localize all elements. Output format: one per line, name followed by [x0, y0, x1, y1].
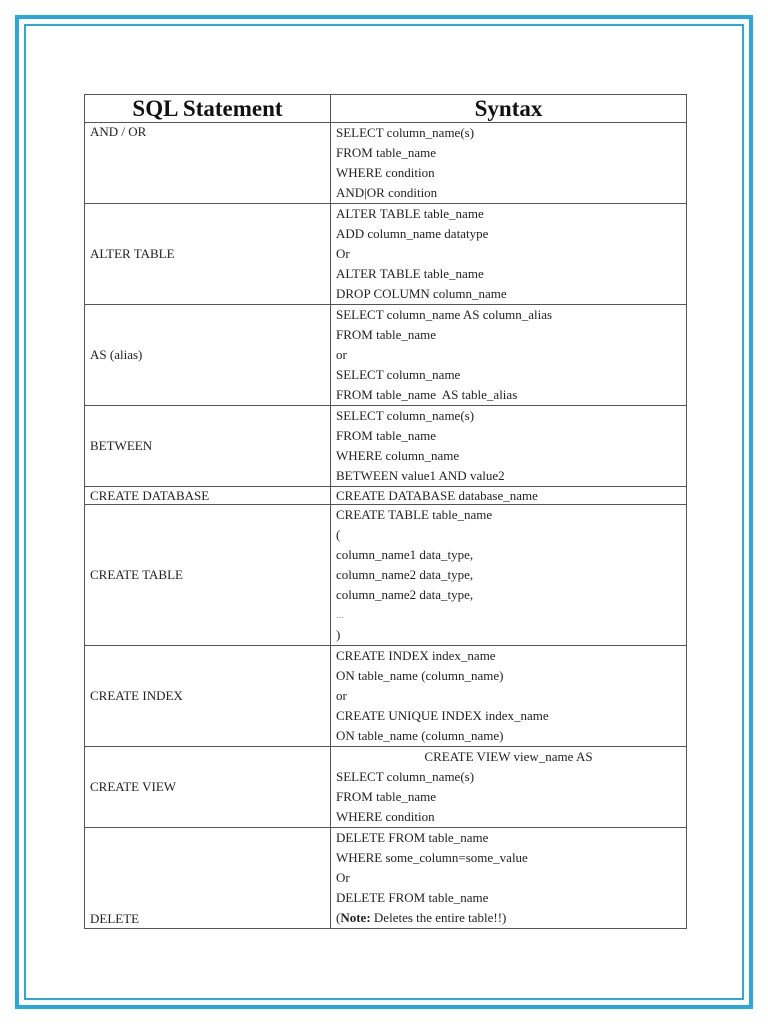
syntax-line: WHERE column_name: [336, 448, 460, 463]
sql-reference-table: [84, 94, 687, 929]
syntax-line: column_name2 data_type,: [336, 567, 474, 582]
syntax-line: FROM table_name: [336, 145, 437, 160]
syntax-line: or: [336, 347, 347, 362]
syntax-line: DROP COLUMN column_name: [336, 286, 507, 301]
syntax-line: ADD column_name datatype: [336, 226, 489, 241]
syntax-line: CREATE DATABASE database_name: [336, 488, 538, 503]
syntax-line: BETWEEN value1 AND value2: [336, 468, 505, 483]
statement-cell: AND / OR: [85, 123, 331, 204]
syntax-line: DELETE FROM table_name: [336, 830, 489, 845]
syntax-line: SELECT column_name(s): [336, 408, 475, 423]
syntax-column-header: Syntax: [331, 95, 687, 123]
syntax-note-line: [336, 908, 681, 928]
syntax-line: ): [336, 627, 341, 642]
syntax-line: FROM table_name: [336, 428, 437, 443]
table-row: [85, 406, 687, 487]
note-open-paren: (: [336, 910, 341, 925]
syntax-cell: [331, 123, 687, 204]
syntax-line: CREATE UNIQUE INDEX index_name: [336, 708, 549, 723]
syntax-line: Or: [336, 246, 350, 261]
syntax-line: ON table_name (column_name): [336, 668, 504, 683]
syntax-line: SELECT column_name AS column_alias: [336, 307, 553, 322]
statement-cell: ALTER TABLE: [85, 204, 331, 305]
note-label: Note:: [340, 910, 371, 925]
syntax-line: ...: [336, 609, 345, 621]
syntax-line: SELECT column_name(s): [336, 125, 475, 140]
syntax-line: CREATE INDEX index_name: [336, 648, 496, 663]
statement-cell: BETWEEN: [85, 406, 331, 487]
statement-cell: CREATE TABLE: [85, 505, 331, 646]
table-row: [85, 487, 687, 505]
syntax-line: ON table_name (column_name): [336, 728, 504, 743]
syntax-line: CREATE VIEW view_name AS: [424, 749, 593, 764]
syntax-line: SELECT column_name: [336, 367, 461, 382]
syntax-line: FROM table_name: [336, 789, 437, 804]
table-row: [85, 828, 687, 929]
table-row: [85, 646, 687, 747]
syntax-line: column_name2 data_type,: [336, 587, 474, 602]
syntax-cell: [331, 828, 687, 929]
syntax-cell: [331, 487, 687, 505]
table-row: [85, 305, 687, 406]
syntax-line: ALTER TABLE table_name: [336, 266, 484, 281]
syntax-line: WHERE condition: [336, 165, 435, 180]
table-row: [85, 505, 687, 646]
note-text: Deletes the entire table!!): [370, 910, 507, 925]
statement-cell: CREATE INDEX: [85, 646, 331, 747]
syntax-line: FROM table_name AS table_alias: [336, 387, 518, 402]
syntax-line: WHERE condition: [336, 809, 435, 824]
syntax-line: FROM table_name: [336, 327, 437, 342]
statement-column-header: SQL Statement: [85, 95, 331, 123]
syntax-line: or: [336, 688, 347, 703]
syntax-line: ALTER TABLE table_name: [336, 206, 484, 221]
syntax-line: Or: [336, 870, 350, 885]
syntax-line: (: [336, 527, 341, 542]
table-row: [85, 123, 687, 204]
statement-cell: AS (alias): [85, 305, 331, 406]
syntax-line: column_name1 data_type,: [336, 547, 474, 562]
table-row: [85, 204, 687, 305]
syntax-line: CREATE TABLE table_name: [336, 507, 493, 522]
table-row: [85, 747, 687, 828]
syntax-line: SELECT column_name(s): [336, 769, 475, 784]
syntax-cell: [331, 305, 687, 406]
syntax-cell: [331, 406, 687, 487]
statement-cell: CREATE DATABASE: [85, 487, 331, 505]
syntax-cell: [331, 747, 687, 828]
syntax-line: WHERE some_column=some_value: [336, 850, 528, 865]
statement-cell: DELETE: [85, 828, 331, 929]
syntax-cell: [331, 505, 687, 646]
syntax-cell: [331, 204, 687, 305]
syntax-line: AND|OR condition: [336, 185, 438, 200]
syntax-line: DELETE FROM table_name: [336, 890, 489, 905]
header-row: [85, 95, 687, 123]
syntax-cell: [331, 646, 687, 747]
statement-cell: CREATE VIEW: [85, 747, 331, 828]
